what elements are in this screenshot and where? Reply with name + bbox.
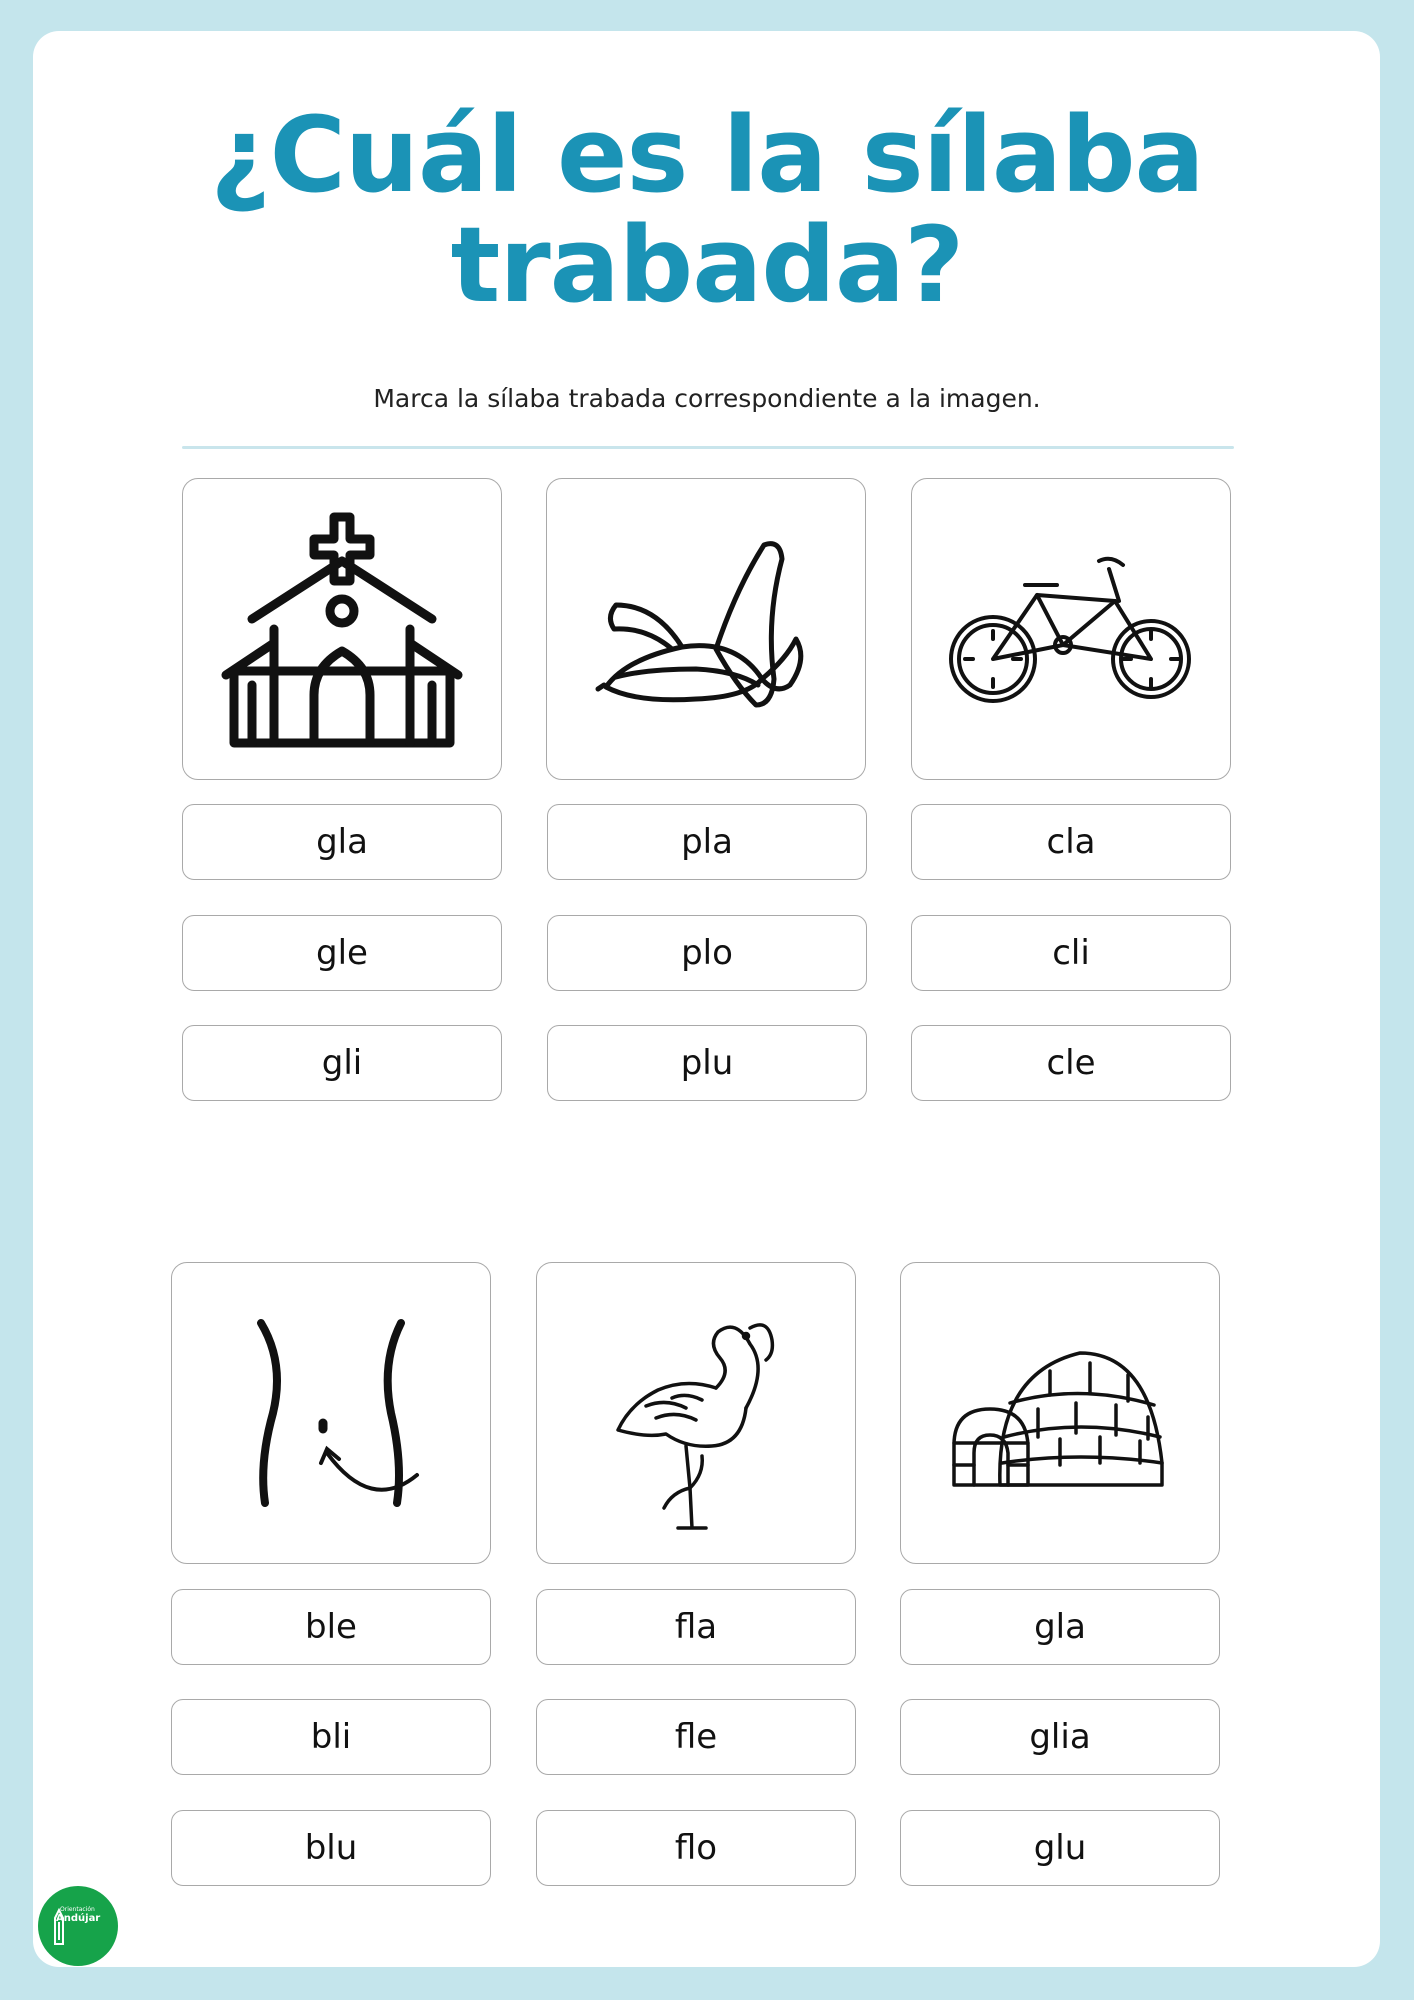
exercise-5-image bbox=[536, 1262, 856, 1564]
option-3-1[interactable]: cla bbox=[911, 804, 1231, 880]
exercise-1-image bbox=[182, 478, 502, 780]
page-title-line-1: ¿Cuál es la sílaba bbox=[210, 94, 1204, 216]
logo-line-2: Andújar bbox=[56, 1913, 101, 1924]
option-1-3[interactable]: gli bbox=[182, 1025, 502, 1101]
church-icon bbox=[212, 499, 472, 759]
logo-line-1: Orientación bbox=[60, 1906, 95, 1913]
pencil-icon bbox=[52, 1908, 66, 1948]
option-6-2[interactable]: glia bbox=[900, 1699, 1220, 1775]
divider bbox=[182, 446, 1234, 449]
bicycle-icon bbox=[941, 529, 1201, 729]
page-title-line-2: trabada? bbox=[450, 204, 964, 326]
exercise-4-image bbox=[171, 1262, 491, 1564]
option-2-2[interactable]: plo bbox=[547, 915, 867, 991]
exercise-3-image bbox=[911, 478, 1231, 780]
igloo-icon bbox=[940, 1313, 1180, 1513]
option-4-3[interactable]: blu bbox=[171, 1810, 491, 1886]
option-5-2[interactable]: fle bbox=[536, 1699, 856, 1775]
option-2-3[interactable]: plu bbox=[547, 1025, 867, 1101]
instruction-text: Marca la sílaba trabada correspondiente a la imagen. bbox=[373, 384, 1041, 413]
option-4-2[interactable]: bli bbox=[171, 1699, 491, 1775]
banana-icon bbox=[586, 509, 826, 749]
option-1-1[interactable]: gla bbox=[182, 804, 502, 880]
option-3-2[interactable]: cli bbox=[911, 915, 1231, 991]
flamingo-icon bbox=[586, 1288, 806, 1538]
option-6-3[interactable]: glu bbox=[900, 1810, 1220, 1886]
option-4-1[interactable]: ble bbox=[171, 1589, 491, 1665]
option-5-1[interactable]: fla bbox=[536, 1589, 856, 1665]
navel-icon bbox=[221, 1303, 441, 1523]
option-2-1[interactable]: pla bbox=[547, 804, 867, 880]
option-5-3[interactable]: flo bbox=[536, 1810, 856, 1886]
option-1-2[interactable]: gle bbox=[182, 915, 502, 991]
exercise-2-image bbox=[546, 478, 866, 780]
option-3-3[interactable]: cle bbox=[911, 1025, 1231, 1101]
exercise-6-image bbox=[900, 1262, 1220, 1564]
option-6-1[interactable]: gla bbox=[900, 1589, 1220, 1665]
logo bbox=[38, 1886, 118, 1966]
